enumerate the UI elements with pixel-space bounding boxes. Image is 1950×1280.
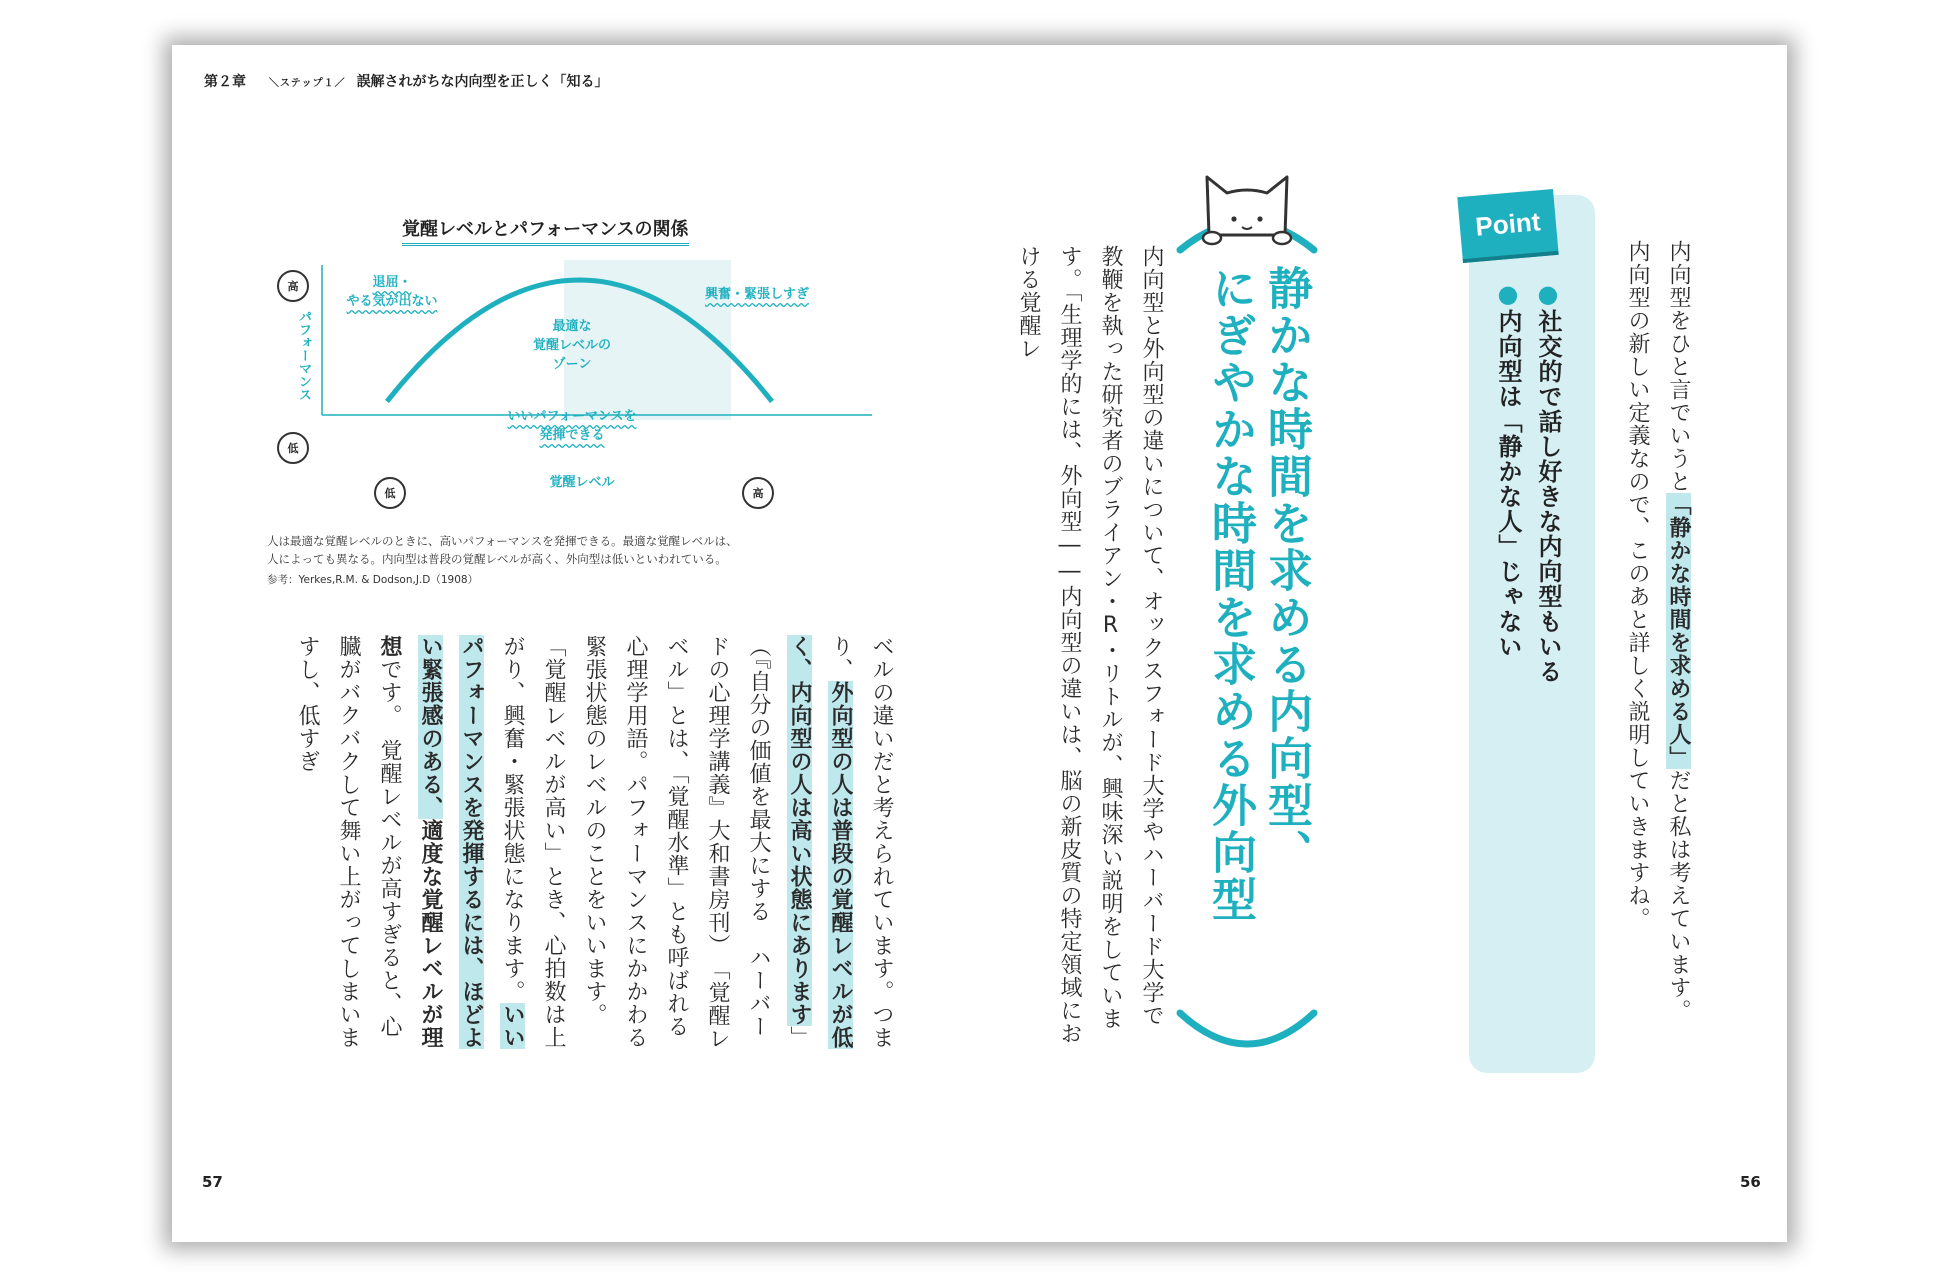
body-segment: 」（『自分の価値を最大にする ハーバードの心理学講義』大和書房刊） 「覚醒レベル」とは、「覚醒水準」とも呼ばれる心理学用語。パフォーマンスにかかわる緊張状態のレベルのことをいいます。「覚醒レベルが高い」とき、心拍数は上がり、興奮・緊張状態になります。 (500, 635, 812, 1050)
diagram-title: 覚醒レベルとパフォーマンスの関係 (402, 215, 689, 246)
body-paragraph-right: 内向型と外向型の違いについて、オックスフォード大学やハーバード大学で教鞭を執った研究者のブライアン・R・リトルが、興味深い説明をしています。「生理学的には、外向型――内向型の違いは、脳の新皮質の特定領域における覚醒レ (1016, 245, 1164, 1045)
point-item: ●社交的で話し好きな内向型もいる (1534, 280, 1562, 684)
body-segment: です。 覚醒レベルが高すぎると、心臓がバクバクして舞い上がってしまいますし、低すぎ (295, 635, 402, 1049)
intro-segment: だと私は考えています。内向型の新しい定義なので、このあと詳しく説明していきますね。 (1625, 240, 1691, 1022)
caption-line: 人は最適な覚醒レベルのときに、高いパフォーマンスを発揮できる。最適な覚醒レベルは、 (267, 534, 738, 548)
body-segment: ベルの違いだと考えられています。つまり、 (828, 635, 894, 1049)
section-title: 静かな時間を求める内向型、 にぎやかな時間を求める外向型 (1204, 265, 1313, 923)
bullet-icon: ● (1534, 280, 1562, 309)
zone-label-optimal: 最適な 覚醒レベルの ゾーン (532, 319, 611, 372)
reference: 参考：Yerkes,R.M. & Dodson,J.D（1908） (267, 574, 479, 586)
point-tag: Point (1457, 189, 1558, 263)
cat-illustration (1162, 135, 1332, 265)
y-tick-high: 高 (277, 270, 309, 302)
page-number-left: 57 (202, 1173, 223, 1191)
y-axis-label: パフォーマンス (296, 310, 311, 401)
caption-line: 人によっても異なる。内向型は普段の覚醒レベルが高く、外向型は低いといわれている。 (267, 552, 727, 566)
x-axis-label: 覚醒レベル (549, 475, 615, 490)
body-segment: 外向型の人は普段の覚醒レベルが低く、内向型の人は高い状態にあります (787, 635, 853, 1049)
body-segment: いいパフォーマンスを発揮するには、ほどよい緊張感のある、 (418, 635, 525, 1049)
zone-label-good-performance: いいパフォーマンスを 発揮できる (507, 409, 637, 443)
title-bracket-bottom (1172, 1005, 1322, 1065)
zone-label-overexcited: 興奮・緊張しすぎ (704, 287, 809, 302)
intro-segment: 「静かな時間を求める人」 (1666, 493, 1691, 769)
page-number-right: 56 (1740, 1173, 1761, 1191)
x-tick-low: 低 (374, 477, 406, 509)
intro-segment: 内向型をひと言でいうと (1666, 240, 1691, 493)
x-tick-high: 高 (742, 477, 774, 509)
book-spread (172, 45, 1787, 1242)
body-segment: 適度な覚醒レベルが理想 (377, 635, 443, 1049)
intro-paragraph (1617, 240, 1699, 1040)
running-header (204, 71, 609, 91)
chapter-label: 第２章 (204, 74, 246, 90)
point-item: ●内向型は「静かな人」じゃない (1494, 280, 1522, 659)
step-label: ＼ステップ１／ (268, 78, 346, 89)
body-paragraph-left (262, 635, 902, 1055)
zone-label-bored: 退屈・ やる気が出ない (346, 275, 438, 309)
bullet-icon: ● (1494, 280, 1522, 309)
header-title: 誤解されがちな内向型を正しく「知る」 (356, 74, 609, 90)
point-list (1488, 280, 1568, 1040)
y-tick-low: 低 (277, 432, 309, 464)
